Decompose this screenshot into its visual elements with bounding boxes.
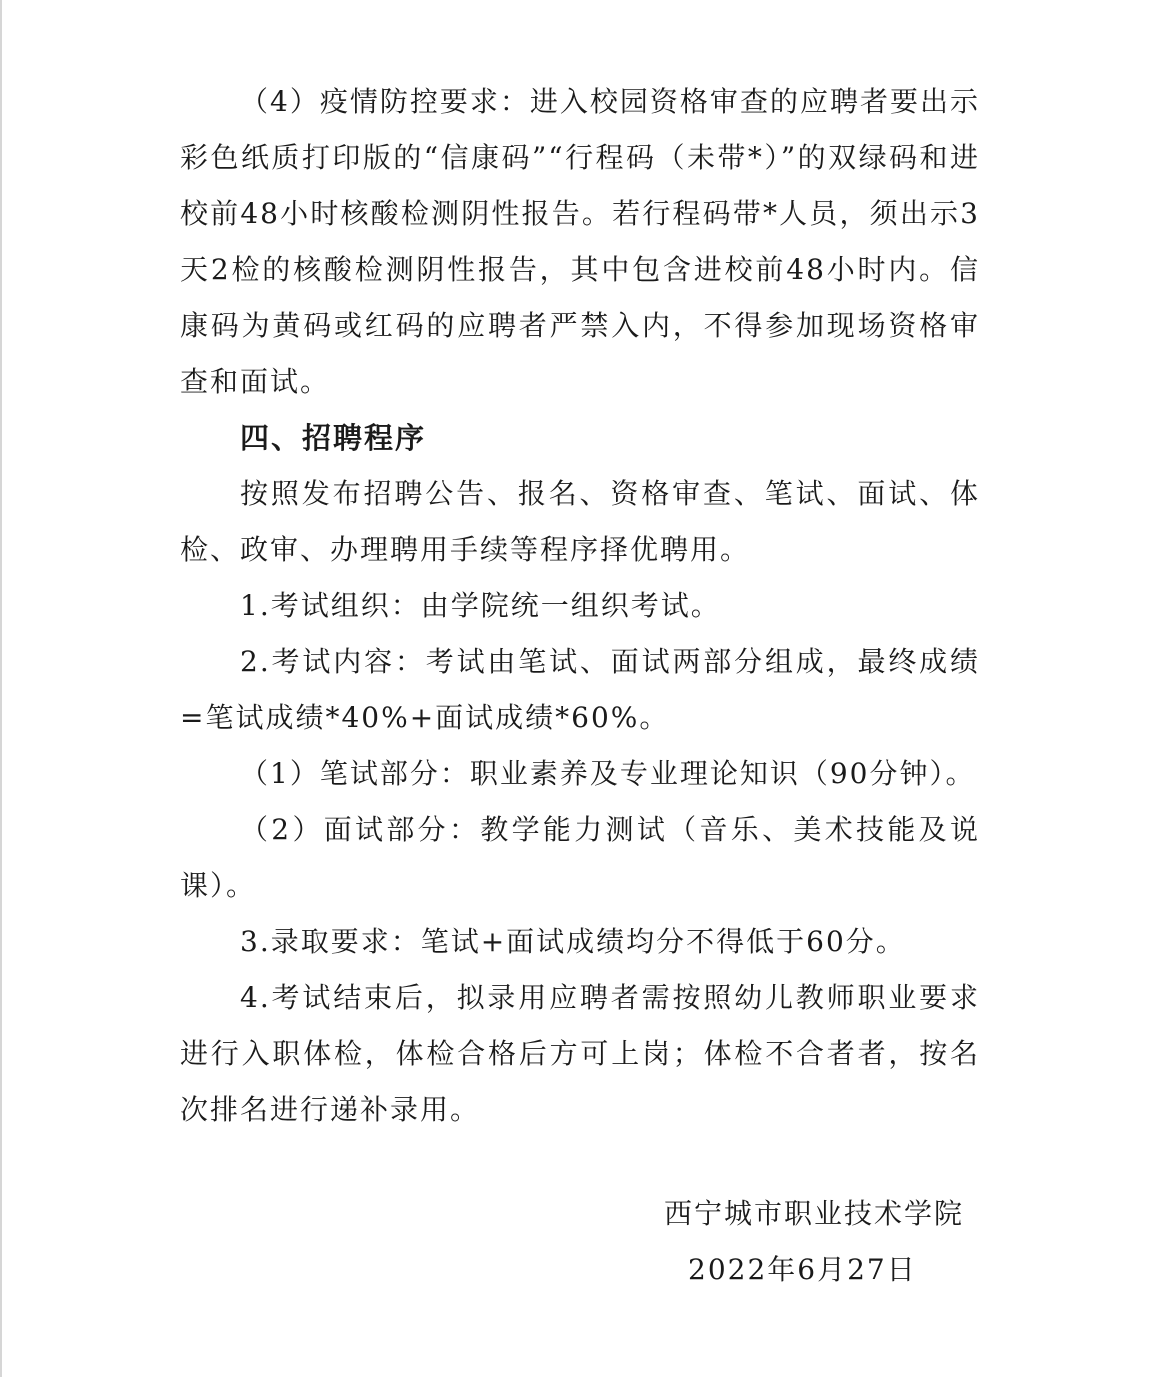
paragraph-medical-check: 4.考试结束后，拟录用应聘者需按照幼儿教师职业要求进行入职体检，体检合格后方可上岗；体检不合者者，按名次排名进行递补录用。 (180, 981, 980, 1126)
signature-date: 2022年6月27日 (688, 1253, 917, 1286)
paragraph-epidemic-requirements: （4）疫情防控要求：进入校园资格审查的应聘者要出示彩色纸质打印版的“信康码”“行程码（未带*）”的双绿码和进校前48小时核酸检测阴性报告。若行程码带*人员，须出示3天2检的核酸检测阴性报告，其中包含进校前48小时内。信康码为黄码或红码的应聘者严禁入内，不得参加现场资格审查和面试。 (180, 85, 980, 398)
paragraph-procedure-overview: 按照发布招聘公告、报名、资格审查、笔试、面试、体检、政审、办理聘用手续等程序择优聘用。 (180, 477, 980, 566)
section-heading-recruitment-procedure: 四、招聘程序 (240, 421, 427, 455)
paragraph-written-exam: （1）笔试部分：职业素养及专业理论知识（90分钟）。 (240, 757, 976, 790)
paragraph-exam-content: 2.考试内容：考试由笔试、面试两部分组成，最终成绩=笔试成绩*40%+面试成绩*60%。 (180, 645, 980, 734)
paragraph-exam-organization: 1.考试组织：由学院统一组织考试。 (240, 589, 721, 622)
paragraph-interview: （2）面试部分：教学能力测试（音乐、美术技能及说课）。 (180, 813, 980, 902)
document-body (180, 74, 980, 1138)
signature-organization: 西宁城市职业技术学院 (664, 1197, 965, 1230)
paragraph-admission-requirements: 3.录取要求：笔试+面试成绩均分不得低于60分。 (240, 925, 906, 958)
